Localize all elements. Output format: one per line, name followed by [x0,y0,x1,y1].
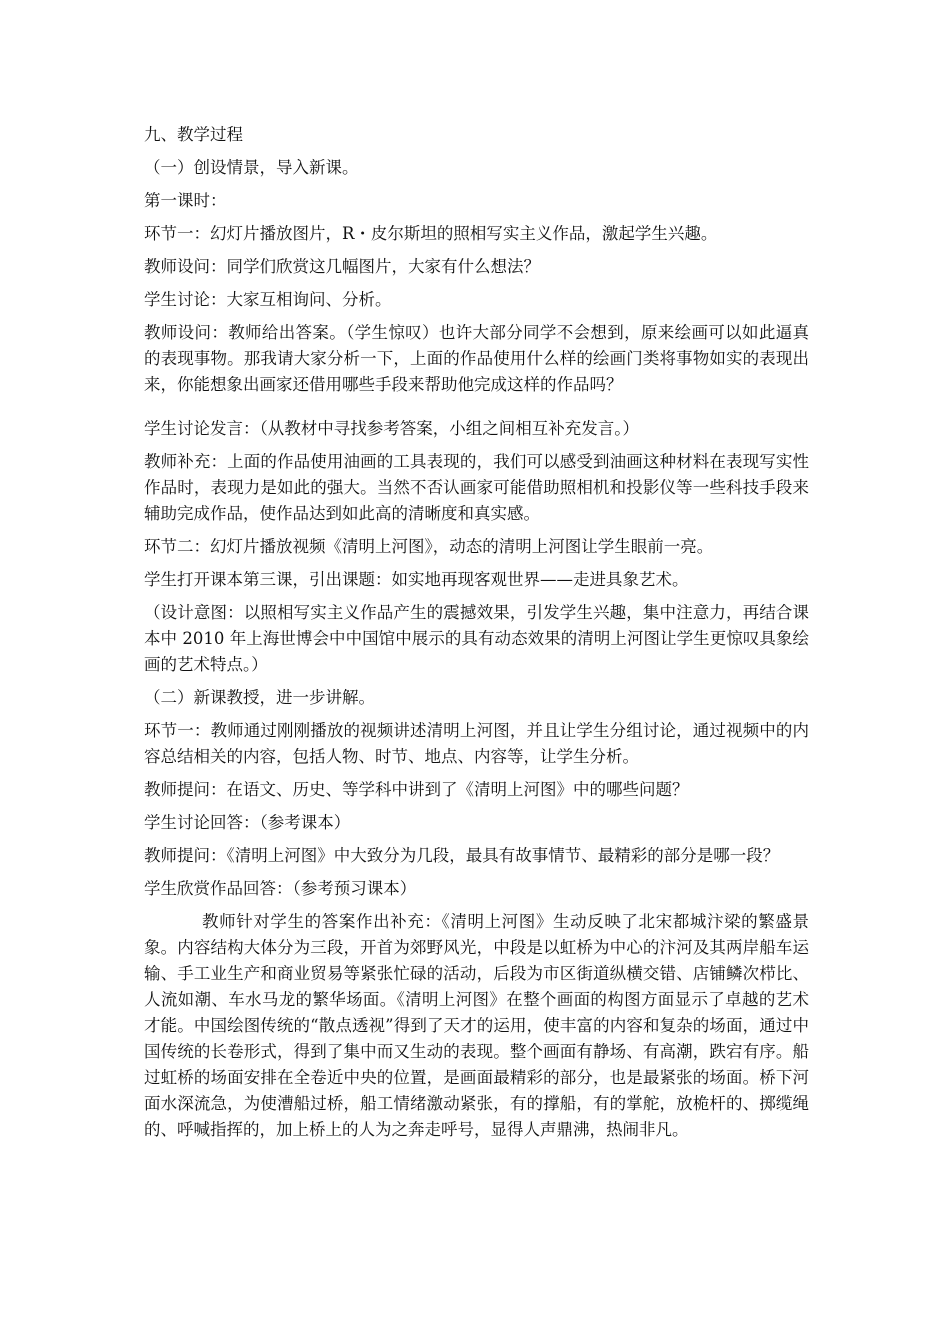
paragraph: 教师提问：在语文、历史、等学科中讲到了《清明上河图》中的哪些问题？ [144,780,689,799]
subsection-heading: （一）创设情景，导入新课。 [144,158,359,177]
paragraph: 环节一：教师通过刚刚播放的视频讲述清明上河图，并且让学生分组讨论，通过视频中的内容总结相关的内容，包括人物、时节、地点、内容等，让学生分析。 [144,721,809,766]
paragraph: 学生讨论：大家互相询问、分析。 [144,290,392,309]
paragraph: 环节二：幻灯片播放视频《清明上河图》，动态的清明上河图让学生眼前一亮。 [144,537,714,556]
lesson-label: 第一课时： [144,191,227,210]
paragraph: 教师针对学生的答案作出补充：《清明上河图》生动反映了北宋都城汴梁的繁盛景象。内容结构大体分为三段，开首为郊野风光，中段是以虹桥为中心的汴河及其两岸船车运输、手工业生产和商业贸易等紧张忙碌的活动，后段为市区街道纵横交错、店铺鳞次栉比、人流如潮、车水马龙的繁华场面。《清明上河图》在整个画面的构图方面显示了卓越的艺术才能。中国绘图传统的“散点透视”得到了天才的运用，使丰富的内容和复杂的场面，通过中国传统的长卷形式，得到了集中而又生动的表现。整个画面有静场、有高潮，跌宕有序。船过虹桥的场面安排在全卷近中央的位置，是画面最精彩的部分，也是最紧张的场面。桥下河面水深流急，为使漕船过桥，船工情绪激动紧张，有的撑船，有的掌舵，放桅杆的、掷缆绳的、呼喊指挥的，加上桥上的人为之奔走呼号，显得人声鼎沸，热闹非凡。 [144,912,809,1139]
paragraph: 学生讨论发言：（从教材中寻找参考答案，小组之间相互补充发言。） [144,419,639,438]
paragraph: 学生打开课本第三课，引出课题：如实地再现客观世界——走进具象艺术。 [144,570,689,589]
paragraph: 学生讨论回答：（参考课本） [144,813,351,832]
design-intent-note: （设计意图：以照相写实主义作品产生的震撼效果，引发学生兴趣，集中注意力，再结合课本中 2010 年上海世博会中中国馆中展示的具有动态效果的清明上河图让学生更惊叹具象绘画的艺术特点。） [144,603,809,674]
paragraph: 学生欣赏作品回答：（参考预习课本） [144,879,417,898]
paragraph: 教师提问：《清明上河图》中大致分为几段，最具有故事情节、最精彩的部分是哪一段？ [144,846,780,865]
paragraph: 教师设问：同学们欣赏这几幅图片，大家有什么想法？ [144,257,540,276]
paragraph: 教师补充：上面的作品使用油画的工具表现的，我们可以感受到油画这种材料在表现写实性作品时，表现力是如此的强大。当然不否认画家可能借助照相机和投影仪等一些科技手段来辅助完成作品，使作品达到如此高的清晰度和真实感。 [144,452,809,523]
subsection-heading: （二）新课教授，进一步讲解。 [144,688,375,707]
paragraph: 环节一：幻灯片播放图片，R・皮尔斯坦的照相写实主义作品，激起学生兴趣。 [144,224,718,243]
section-heading: 九、教学过程 [144,125,243,144]
document-body [144,122,809,1150]
paragraph: 教师设问：教师给出答案。（学生惊叹）也许大部分同学不会想到，原来绘画可以如此逼真的表现事物。那我请大家分析一下，上面的作品使用什么样的绘画门类将事物如实的表现出来，你能想象出画家还借用哪些手段来帮助他完成这样的作品吗？ [144,323,809,394]
